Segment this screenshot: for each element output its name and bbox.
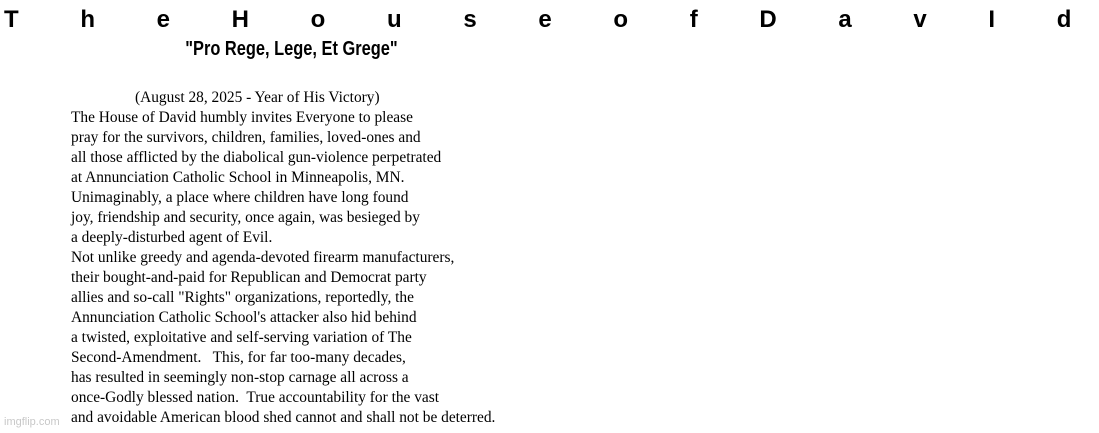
body-line: The House of David humbly invites Everyone to please: [71, 109, 413, 126]
body-line: Unimaginably, a place where children have long found: [71, 189, 409, 206]
page-title: T h e H o u s e o f D a v I d: [4, 6, 1099, 33]
body-line: at Annunciation Catholic School in Minneapolis, MN.: [71, 169, 405, 186]
body-line: a twisted, exploitative and self-serving variation of The: [71, 329, 412, 346]
body-line: once-Godly blessed nation. True accountability for the vast: [71, 389, 440, 406]
body-line: Not unlike greedy and agenda-devoted firearm manufacturers,: [71, 249, 455, 266]
watermark: imgflip.com: [4, 416, 60, 428]
body-line: joy, friendship and security, once again, was besieged by: [71, 209, 420, 226]
body-line: their bought-and-paid for Republican and Democrat party: [71, 269, 427, 286]
body-line: Annunciation Catholic School's attacker also hid behind: [71, 309, 417, 326]
motto-subtitle: "Pro Rege, Lege, Et Grege": [185, 38, 398, 60]
statement-body: [71, 88, 571, 428]
body-line: pray for the survivors, children, families, loved-ones and: [71, 129, 421, 146]
body-line: a deeply-disturbed agent of Evil.: [71, 229, 273, 246]
dateline: (August 28, 2025 - Year of His Victory): [135, 89, 380, 106]
body-line: has resulted in seemingly non-stop carnage all across a: [71, 369, 409, 386]
body-line: all those afflicted by the diabolical gun-violence perpetrated: [71, 149, 442, 166]
body-line: and avoidable American blood shed cannot and shall not be deterred.: [71, 409, 496, 426]
body-line: Second-Amendment. This, for far too-many decades,: [71, 349, 406, 366]
body-line: allies and so-call "Rights" organizations, reportedly, the: [71, 289, 414, 306]
